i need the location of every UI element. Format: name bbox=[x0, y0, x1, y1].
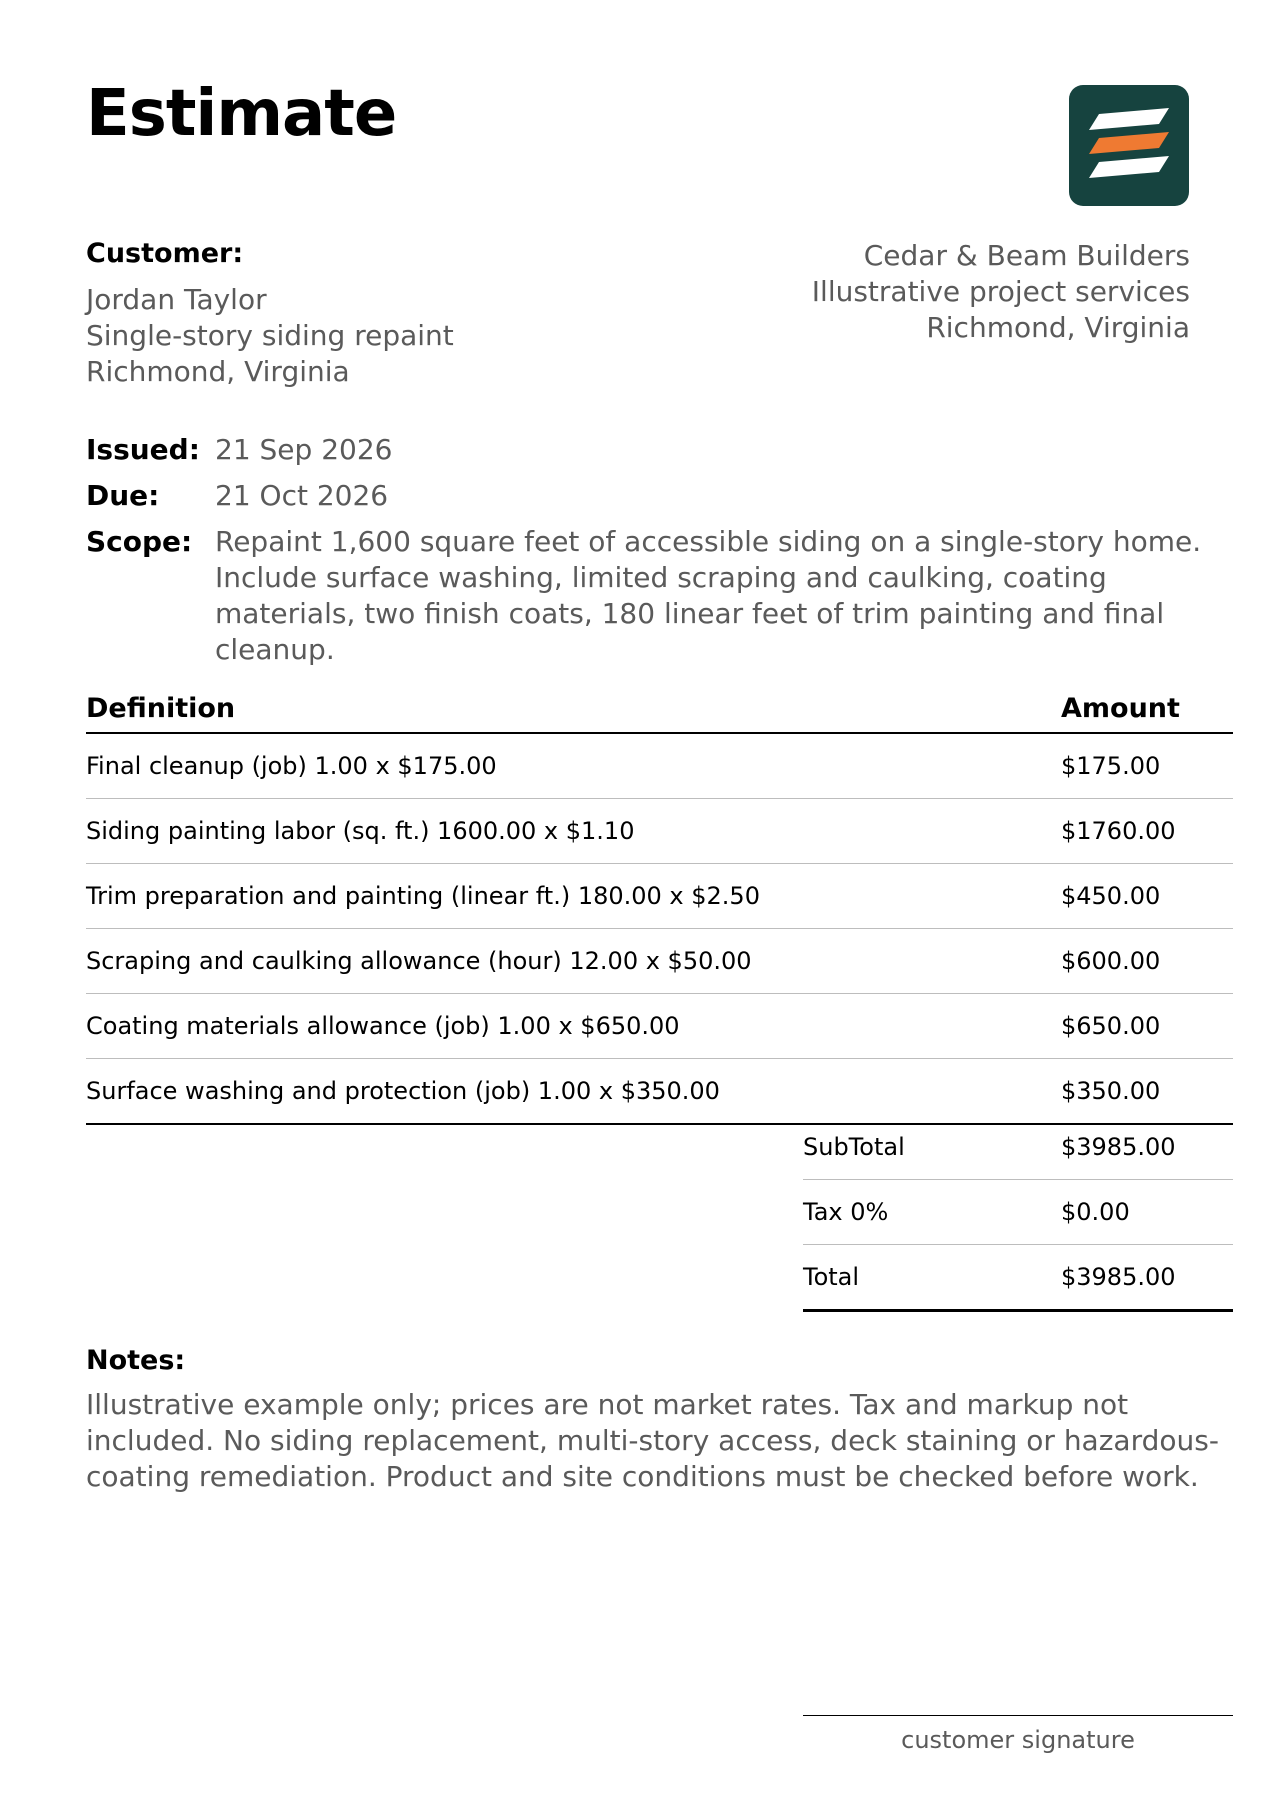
issued-row bbox=[86, 432, 1236, 468]
signature-line bbox=[803, 1715, 1233, 1754]
line-item-amount: $600.00 bbox=[1061, 947, 1161, 975]
customer-project: Single-story siding repaint bbox=[86, 319, 454, 353]
issued-date: 21 Sep 2026 bbox=[215, 433, 393, 466]
customer-location: Richmond, Virginia bbox=[86, 355, 350, 389]
estimate-meta bbox=[86, 432, 1236, 678]
stacked-layers-logo-icon bbox=[1069, 85, 1189, 206]
subtotal-value: $3985.00 bbox=[1061, 1133, 1176, 1161]
due-date: 21 Oct 2026 bbox=[215, 479, 389, 512]
table-row bbox=[86, 734, 1233, 799]
tax-value: $0.00 bbox=[1061, 1198, 1130, 1226]
company-tagline: Illustrative project services bbox=[811, 275, 1190, 308]
definition-header: Definition bbox=[86, 693, 236, 724]
due-label: Due: bbox=[86, 479, 160, 512]
scope-row bbox=[86, 524, 1236, 668]
customer-label: Customer: bbox=[86, 238, 244, 269]
total-label: Total bbox=[803, 1263, 860, 1291]
page-title: Estimate bbox=[86, 77, 397, 151]
line-item-definition: Coating materials allowance (job) 1.00 x $650.00 bbox=[86, 1012, 680, 1040]
notes-section bbox=[86, 1345, 1236, 1495]
line-item-amount: $1760.00 bbox=[1061, 817, 1176, 845]
total-value: $3985.00 bbox=[1061, 1263, 1176, 1291]
line-item-definition: Scraping and caulking allowance (hour) 12.00 x $50.00 bbox=[86, 947, 752, 975]
tax-label: Tax 0% bbox=[803, 1198, 889, 1226]
notes-label: Notes: bbox=[86, 1345, 186, 1376]
due-row bbox=[86, 478, 1236, 514]
issued-label: Issued: bbox=[86, 433, 200, 466]
signature-label: customer signature bbox=[901, 1726, 1135, 1754]
company-location: Richmond, Virginia bbox=[926, 311, 1190, 344]
amount-header: Amount bbox=[1061, 693, 1180, 724]
line-item-definition: Final cleanup (job) 1.00 x $175.00 bbox=[86, 752, 497, 780]
company-block bbox=[590, 238, 1190, 346]
table-header bbox=[86, 685, 1233, 734]
total-row bbox=[803, 1245, 1233, 1312]
company-name: Cedar & Beam Builders bbox=[863, 239, 1190, 272]
totals-table bbox=[803, 1115, 1233, 1312]
line-item-amount: $350.00 bbox=[1061, 1077, 1161, 1105]
table-row bbox=[86, 799, 1233, 864]
scope-text: Repaint 1,600 square feet of accessible siding on a single-story home. Include surface washing, limited scraping and caulking, coating materials, two finish coats, 180 linear feet of trim painting and final cleanup. bbox=[215, 525, 1202, 666]
table-row bbox=[86, 929, 1233, 994]
scope-label: Scope: bbox=[86, 525, 193, 558]
notes-text: Illustrative example only; prices are not market rates. Tax and markup not included. No siding replacement, multi-story access, deck staining or hazardous-coating remediation. Product and site conditions must be checked before work. bbox=[86, 1388, 1219, 1494]
line-item-amount: $450.00 bbox=[1061, 882, 1161, 910]
line-item-definition: Siding painting labor (sq. ft.) 1600.00 x $1.10 bbox=[86, 817, 635, 845]
table-row bbox=[86, 864, 1233, 929]
subtotal-label: SubTotal bbox=[803, 1133, 905, 1161]
tax-row bbox=[803, 1180, 1233, 1245]
line-item-amount: $650.00 bbox=[1061, 1012, 1161, 1040]
line-item-amount: $175.00 bbox=[1061, 752, 1161, 780]
line-item-definition: Surface washing and protection (job) 1.00 x $350.00 bbox=[86, 1077, 720, 1105]
table-row bbox=[86, 994, 1233, 1059]
line-item-definition: Trim preparation and painting (linear ft.) 180.00 x $2.50 bbox=[86, 882, 760, 910]
customer-name: Jordan Taylor bbox=[86, 283, 267, 317]
subtotal-row bbox=[803, 1115, 1233, 1180]
line-items-table bbox=[86, 685, 1233, 1125]
